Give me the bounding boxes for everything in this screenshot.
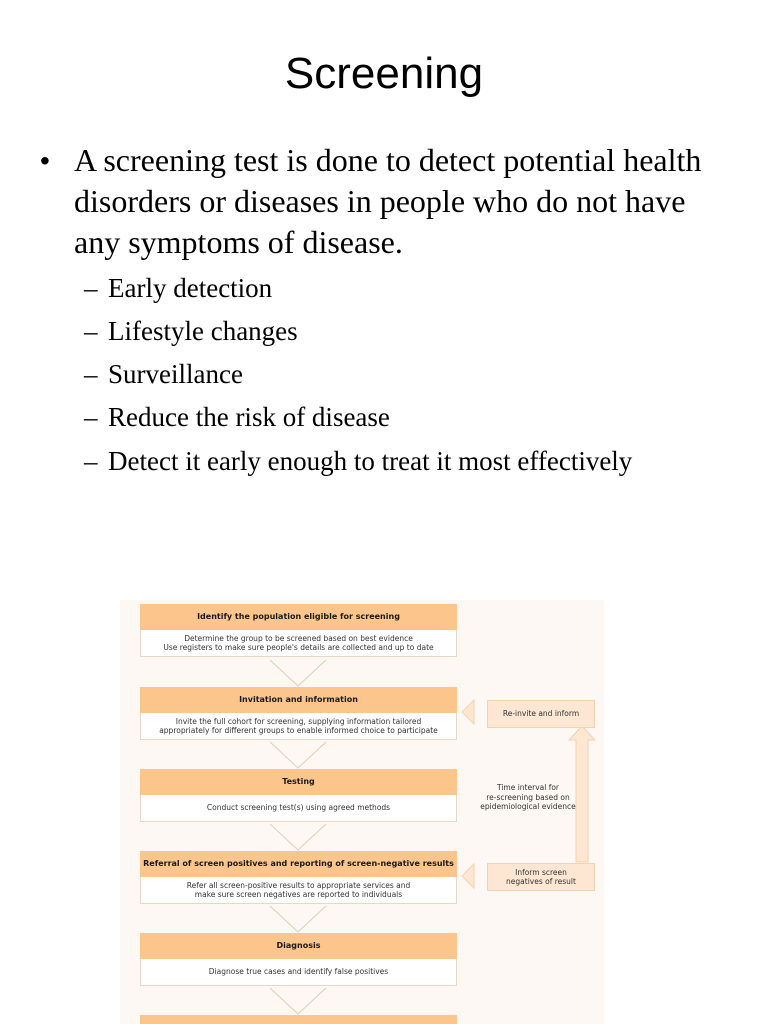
flow-step-text: Invite the full cohort for screening, supplying information tailored appropriately for different groups to enable informed choice to participate [140, 713, 457, 740]
screening-pathway-diagram [120, 600, 604, 1024]
subpoint: – Surveillance [84, 359, 243, 389]
inform-negatives-box: Inform screen negatives of result [487, 863, 595, 891]
flow-step-identify [140, 604, 457, 657]
flow-step-title: Referral of screen positives and reporting of screen-negative results [140, 851, 457, 877]
flow-step-invitation [140, 687, 457, 740]
flow-step-next [140, 1015, 457, 1024]
subpoint: – Detect it early enough to treat it most effectively [84, 446, 633, 476]
subpoint-text: Reduce the risk of disease [108, 402, 390, 432]
left-arrow [462, 700, 474, 724]
subpoint: – Reduce the risk of disease [84, 402, 390, 432]
flow-step-title: Diagnosis [140, 933, 457, 959]
slide-title: Screening [284, 49, 484, 98]
flow-step-title: Invitation and information [140, 687, 457, 713]
subpoint-text: Surveillance [108, 359, 243, 389]
bullet-dot: • [40, 145, 50, 176]
interval-note: Time interval for re-screening based on epidemiological evidence [480, 783, 576, 811]
flow-step-referral [140, 851, 457, 904]
flow-step-diagnosis [140, 933, 457, 986]
subpoint-text: Detect it early enough to treat it most effectively [108, 446, 633, 476]
flow-step-text: Determine the group to be screened based on best evidence Use registers to make sure people's details are collected and up to date [140, 630, 457, 657]
subpoint-text: Early detection [108, 273, 273, 303]
main-bullet-text: A screening test is done to detect potential health disorders or diseases in people who do not have any symptoms of disease. [74, 142, 702, 260]
flow-step-title [140, 1015, 457, 1024]
flow-step-text: Refer all screen-positive results to appropriate services and make sure screen negatives are reported to individuals [140, 877, 457, 904]
right-arrow [462, 864, 474, 888]
flow-step-testing [140, 769, 457, 822]
subpoint: – Early detection [84, 273, 273, 303]
reinvite-box: Re-invite and inform [487, 700, 595, 728]
flow-step-title: Identify the population eligible for screening [140, 604, 457, 630]
subpoint: – Lifestyle changes [84, 316, 298, 346]
flow-step-text: Diagnose true cases and identify false positives [140, 959, 457, 986]
subpoint-text: Lifestyle changes [108, 316, 298, 346]
flow-step-title: Testing [140, 769, 457, 795]
flow-step-text: Conduct screening test(s) using agreed methods [140, 795, 457, 822]
